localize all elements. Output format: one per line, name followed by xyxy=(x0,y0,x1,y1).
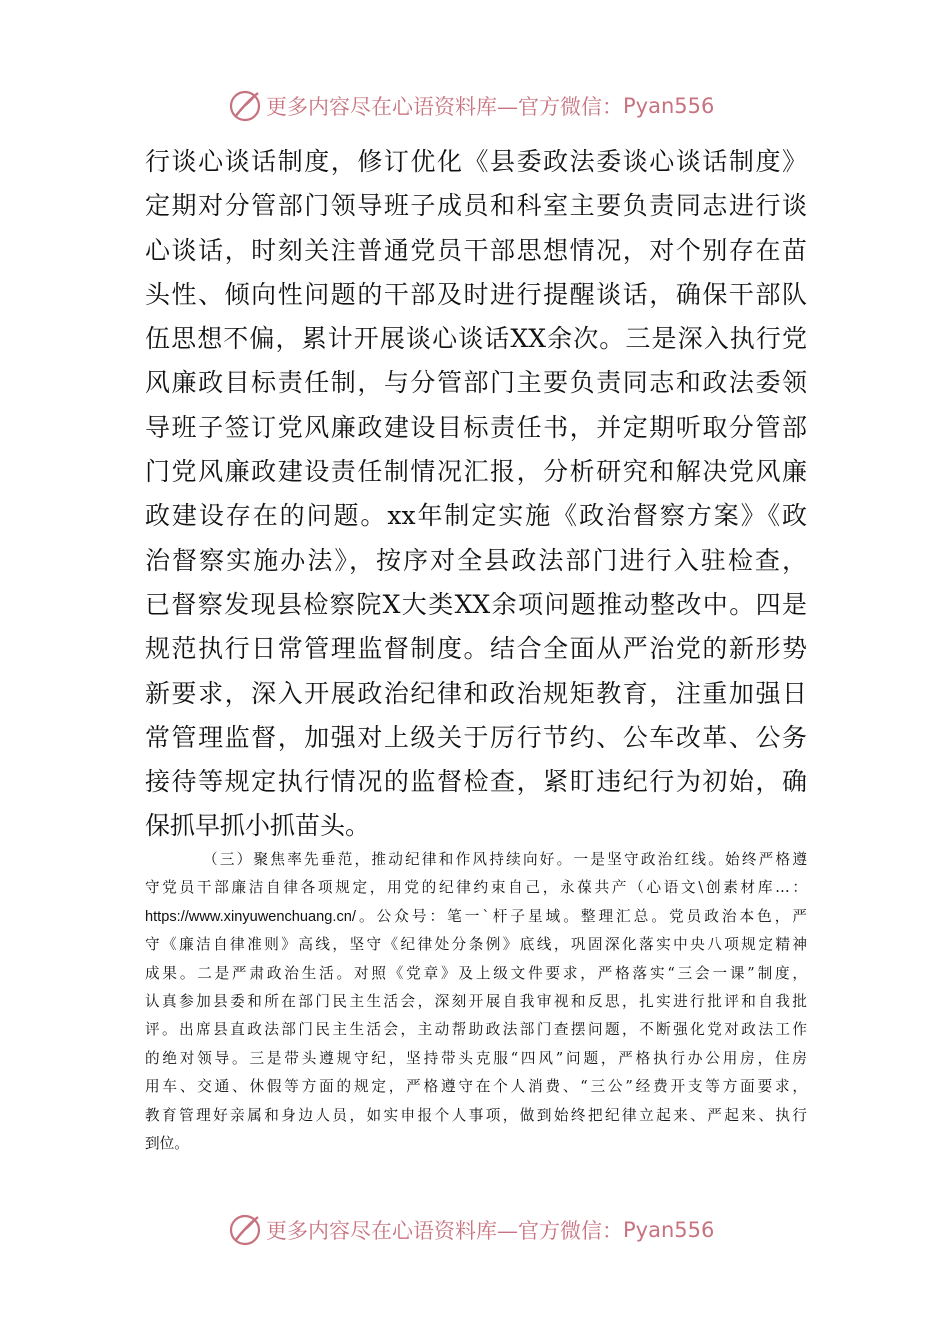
text-line: 的绝对领导。三是带头遵规守纪，坚持带头克服“四风”问题，严格执行办公用房，住房 xyxy=(145,1049,807,1067)
body-paragraph-small xyxy=(145,846,807,1158)
text-line: 评。出席县直政法部门民主生活会，主动帮助政法部门查摆问题，不断强化党对政法工作 xyxy=(145,1021,807,1039)
text-line: 常管理监督，加强对上级关于厉行节约、公车改革、公务 xyxy=(145,722,807,752)
watermark-wechat-id: Pyan556 xyxy=(623,1218,715,1242)
text-line: 成果。二是严肃政治生活。对照《党章》及上级文件要求，严格落实“三会一课”制度， xyxy=(145,964,807,982)
text-line: 政建设存在的问题。xx年制定实施《政治督察方案》《政 xyxy=(145,501,807,531)
text-line: 守党员干部廉洁自律各项规定，用党的纪律约束自己，永葆共产（心语文\创素材库…： xyxy=(145,879,807,897)
text-line: 新要求，深入开展政治纪律和政治规矩教育，注重加强日 xyxy=(145,678,807,708)
text-line: 教育管理好亲属和身边人员，如实申报个人事项，做到始终把纪律立起来、严起来、执行 xyxy=(145,1106,807,1124)
text-line: 心谈话，时刻关注普通党员干部思想情况，对个别存在苗 xyxy=(145,235,807,265)
text-line: 风廉政目标责任制，与分管部门主要负责同志和政法委领 xyxy=(145,368,807,398)
text-line: 用车、交通、休假等方面的规定，严格遵守在个人消费、“三公”经费开支等方面要求， xyxy=(145,1078,807,1096)
text-line: 保抓早抓小抓苗头。 xyxy=(145,811,371,841)
watermark-wechat-id: Pyan556 xyxy=(623,94,715,118)
quill-logo-icon xyxy=(228,1213,262,1247)
text-line-rest: 。公众号：笔一`杆子星域。整理汇总。党员政治本色，严 xyxy=(355,907,807,925)
body-paragraph-large xyxy=(145,140,807,849)
text-line-with-url xyxy=(145,903,807,931)
text-line: 门党风廉政建设责任制情况汇报，分析研究和解决党风廉 xyxy=(145,457,807,487)
watermark-text: 更多内容尽在心语资料库—官方微信： xyxy=(266,1219,623,1243)
text-line: 已督察发现县检察院X大类XX余项问题推动整改中。四是 xyxy=(145,589,807,619)
text-line: 规范执行日常管理监督制度。结合全面从严治党的新形势 xyxy=(145,634,807,664)
text-line: 定期对分管部门领导班子成员和科室主要负责同志进行谈 xyxy=(145,191,807,221)
text-line: 头性、倾向性问题的干部及时进行提醒谈话，确保干部队 xyxy=(145,279,807,309)
watermark-text: 更多内容尽在心语资料库—官方微信： xyxy=(266,95,623,119)
text-line: 到位。 xyxy=(145,1135,189,1153)
text-line: 伍思想不偏，累计开展谈心谈话XX余次。三是深入执行党 xyxy=(145,324,807,354)
text-line: 守《廉洁自律准则》高线，坚守《纪律处分条例》底线，巩固深化落实中央八项规定精神 xyxy=(145,936,807,954)
watermark-header xyxy=(228,86,714,126)
text-line: 行谈心谈话制度，修订优化《县委政法委谈心谈话制度》 xyxy=(145,147,807,176)
text-line: 导班子签订党风廉政建设目标责任书，并定期听取分管部 xyxy=(145,412,807,442)
text-line: 认真参加县委和所在部门民主生活会，深刻开展自我审视和反思，扎实进行批评和自我批 xyxy=(145,993,807,1011)
text-line: 接待等规定执行情况的监督检查，紧盯违纪行为初始，确 xyxy=(145,767,807,797)
text-line: （三）聚焦率先垂范，推动纪律和作风持续向好。一是坚守政治红线。始终严格遵 xyxy=(203,851,807,868)
text-line: 治督察实施办法》，按序对全县政法部门进行入驻检查， xyxy=(145,545,807,575)
watermark-footer xyxy=(228,1210,714,1250)
website-url: https://www.xinyuwenchuang.cn/ xyxy=(145,908,356,925)
quill-logo-icon xyxy=(228,89,262,123)
